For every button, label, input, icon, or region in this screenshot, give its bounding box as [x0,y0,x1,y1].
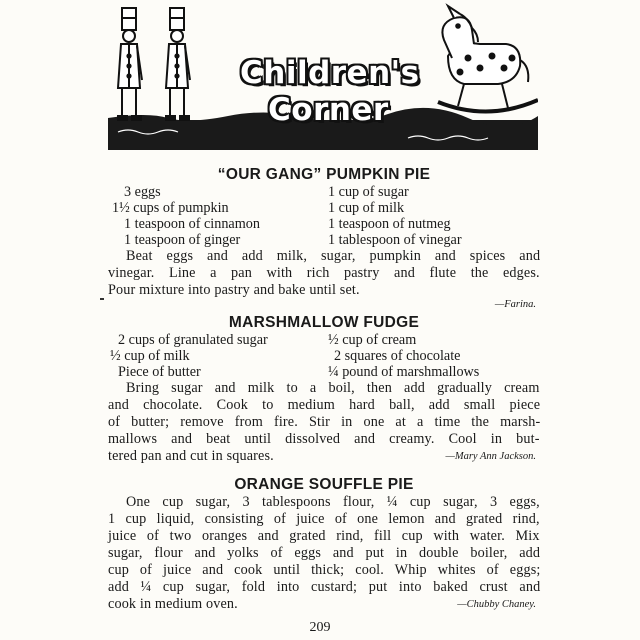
ingredient-list [108,332,540,380]
rocking-horse [438,6,538,112]
directions-line: 1 cup liquid, consisting of juice of one lemon and grated rind, [108,511,540,527]
recipe-directions [108,494,540,613]
page-number: 209 [309,620,331,635]
recipe-pumpkin-pie [108,166,540,310]
ingredient: 1 teaspoon of nutmeg [328,216,451,232]
ingredient: 2 squares of chocolate [334,348,461,364]
ingredient: 1 teaspoon of ginger [124,232,241,248]
ingredient-row [108,364,540,380]
directions-line: cup of juice and cook until thick; cool. Whip whites of eggs; [108,562,541,578]
directions-line: juice of two oranges and grated rind, fill cup with water. Mix [108,528,540,544]
toy-soldier-1 [118,8,142,120]
childrens-corner-banner [108,0,538,160]
print-speck [100,298,104,300]
ingredient-row [108,216,540,232]
banner-title-line1: Children's [240,55,420,91]
toy-soldier-2 [166,8,190,120]
directions-line: Pour mixture into pastry and bake until set. [108,282,360,298]
directions-line: Bring sugar and milk to a boil, then add gradually cream [126,380,540,396]
ingredient: 1 tablespoon of vinegar [328,232,462,248]
ingredient: 2 cups of granulated sugar [118,332,268,348]
ingredient: ½ cup of cream [328,332,417,348]
ingredient: 1 cup of milk [328,200,405,216]
recipe-title: MARSHMALLOW FUDGE [228,314,420,331]
recipe-title: ORANGE SOUFFLE PIE [234,476,414,493]
ingredient-row [108,200,540,216]
ingredient: 1 teaspoon of cinnamon [124,216,260,232]
ingredient: 1 cup of sugar [328,184,409,200]
recipe-title: “OUR GANG” PUMPKIN PIE [217,166,431,183]
directions-line: One cup sugar, 3 tablespoons flour, ¼ cup sugar, 3 eggs, [126,494,540,510]
directions-line: and chocolate. Cook to medium hard ball, add small piece [108,397,541,413]
recipe-directions [108,248,540,299]
ingredient-row [108,184,540,200]
directions-line: add ¼ cup sugar, fold into custard; put into baked crust and [108,579,541,595]
directions-line: Beat eggs and add milk, sugar, pumpkin and spices and [126,248,541,264]
ingredient: 1½ cups of pumpkin [112,200,229,216]
directions-line: sugar, flour and yolks of eggs and put in double boiler, add [108,545,541,561]
directions-line: cook in medium oven. [108,596,238,612]
recipe-credit: —Mary Ann Jackson. [445,451,536,462]
ingredient-row [108,332,540,348]
recipe-marshmallow-fudge [108,314,540,462]
ingredient-row [108,348,540,364]
recipe-orange-souffle-pie [108,476,540,610]
banner-title-line2: Corner [268,92,389,128]
recipe-credit: —Farina. [494,299,536,310]
ingredient: ½ cup of milk [110,348,190,364]
ingredient: ¼ pound of marshmallows [328,364,480,380]
ingredient-list [108,184,540,248]
ingredient-row [108,232,540,248]
recipe-credit: —Chubby Chaney. [457,599,536,610]
ingredient: Piece of butter [118,364,201,380]
directions-line: tered pan and cut in squares. [108,448,274,464]
ingredient: 3 eggs [124,184,161,200]
directions-line: mallows and beat until dissolved and creamy. Cool in but- [108,431,540,447]
directions-line: vinegar. Line a pan with rich pastry and flute the edges. [108,265,540,281]
directions-line: of butter; remove from fire. Stir in one at a time the marsh- [108,414,541,430]
